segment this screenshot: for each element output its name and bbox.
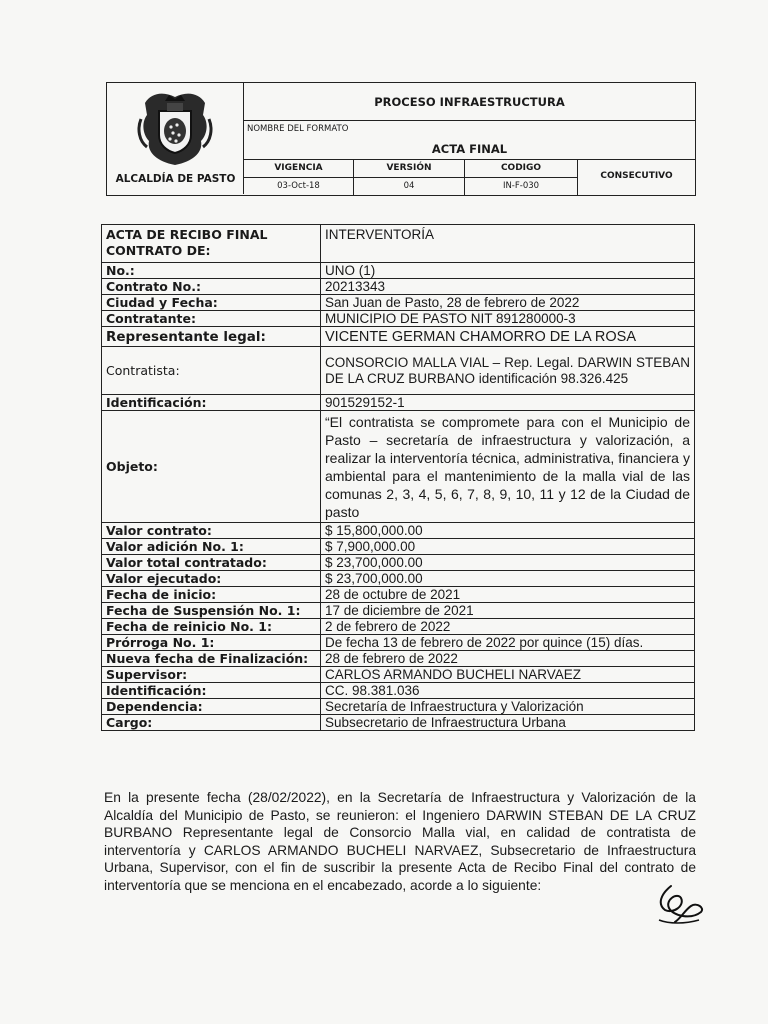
row-value: $ 15,800,000.00 (321, 523, 695, 539)
row-key: Valor adición No. 1: (102, 539, 321, 555)
row-key: Valor total contratado: (102, 555, 321, 571)
row-value: 901529152-1 (321, 395, 695, 411)
table-row (102, 699, 695, 715)
table-row (102, 635, 695, 651)
row-key: Valor contrato: (102, 523, 321, 539)
process-title: PROCESO INFRAESTRUCTURA (244, 83, 695, 121)
document-header (106, 82, 696, 196)
row-value: 20213343 (321, 279, 695, 295)
table-row (102, 715, 695, 731)
table-row (102, 571, 695, 587)
table-row (102, 411, 695, 523)
row-value: 17 de diciembre de 2021 (321, 603, 695, 619)
row-key: Fecha de reinicio No. 1: (102, 619, 321, 635)
vigencia-title: VIGENCIA (274, 163, 323, 173)
org-name: ALCALDÍA DE PASTO (115, 173, 236, 185)
row-key: Representante legal: (102, 327, 321, 347)
row-value: $ 7,900,000.00 (321, 539, 695, 555)
logo-cell (107, 83, 244, 194)
table-row (102, 327, 695, 347)
row-key: Dependencia: (102, 699, 321, 715)
table-row (102, 539, 695, 555)
row-value: 2 de febrero de 2022 (321, 619, 695, 635)
row-key: Objeto: (102, 411, 321, 523)
row-key: Identificación: (102, 683, 321, 699)
table-row (102, 619, 695, 635)
version-title: VERSIÓN (386, 163, 432, 173)
body-paragraph: En la presente fecha (28/02/2022), en la Secretaría de Infraestructura y Valorización de la Alcaldía del Municipio de Pasto, se reunieron: el Ingeniero DARWIN STEBAN DE LA CRUZ BURBANO Representante legal de Consorcio Malla vial, en calidad de contratista de interventoría y CARLOS ARMANDO BUCHELI NARVAEZ, Subsecretario de Infraestructura Urbana, Supervisor, con el fin de suscribir la presente Acta de Recibo Final del contrato de interventoría que se menciona en el encabezado, acorde a lo siguiente: (104, 790, 696, 893)
row-value: MUNICIPIO DE PASTO NIT 891280000-3 (321, 311, 695, 327)
row-key: Fecha de inicio: (102, 587, 321, 603)
vigencia-value: 03-Oct-18 (277, 181, 320, 191)
table-row (102, 311, 695, 327)
table-row (102, 263, 695, 279)
table-title-value: INTERVENTORÍA (321, 225, 695, 263)
table-row (102, 523, 695, 539)
row-key: Cargo: (102, 715, 321, 731)
table-row (102, 225, 695, 263)
format-name: ACTA FINAL (431, 142, 508, 156)
table-row (102, 295, 695, 311)
row-value: “El contratista se compromete para con el Municipio de Pasto – secretaría de infraestructura y valorización, a realizar la interventoría técnica, administrativa, financiera y ambiental para el mantenimiento de la malla vial de las comunas 2, 3, 4, 5, 6, 7, 8, 9, 10, 11 y 12 de la Ciudad de pasto (321, 411, 695, 523)
row-value: Secretaría de Infraestructura y Valorización (321, 699, 695, 715)
signature-initials-icon (651, 880, 707, 928)
format-label: NOMBRE DEL FORMATO (247, 124, 349, 134)
table-row (102, 651, 695, 667)
row-key: Identificación: (102, 395, 321, 411)
row-value: VICENTE GERMAN CHAMORRO DE LA ROSA (321, 327, 695, 347)
row-value: $ 23,700,000.00 (321, 555, 695, 571)
row-key: Contratante: (102, 311, 321, 327)
row-key: Valor ejecutado: (102, 571, 321, 587)
table-row (102, 667, 695, 683)
table-row (102, 279, 695, 295)
meta-row (244, 160, 695, 195)
row-key: No.: (102, 263, 321, 279)
row-key: Supervisor: (102, 667, 321, 683)
row-key: Contrato No.: (102, 279, 321, 295)
table-row (102, 395, 695, 411)
consecutivo-title: CONSECUTIVO (600, 171, 673, 181)
row-value: CARLOS ARMANDO BUCHELI NARVAEZ (321, 667, 695, 683)
contract-table (101, 224, 695, 731)
table-row (102, 683, 695, 699)
row-value: De fecha 13 de febrero de 2022 por quince (15) días. (321, 635, 695, 651)
row-key: Nueva fecha de Finalización: (102, 651, 321, 667)
codigo-cell (465, 160, 578, 195)
version-cell (354, 160, 465, 195)
row-key: Prórroga No. 1: (102, 635, 321, 651)
codigo-value: IN-F-030 (502, 181, 540, 191)
table-row (102, 347, 695, 395)
table-title-key: ACTA DE RECIBO FINAL CONTRATO DE: (102, 225, 321, 263)
row-value: CC. 98.381.036 (321, 683, 695, 699)
format-row (244, 121, 695, 160)
row-key: Contratista: (102, 347, 321, 395)
row-value: CONSORCIO MALLA VIAL – Rep. Legal. DARWIN STEBAN DE LA CRUZ BURBANO identificación 98.326.425 (321, 347, 695, 395)
row-value: $ 23,700,000.00 (321, 571, 695, 587)
row-value: San Juan de Pasto, 28 de febrero de 2022 (321, 295, 695, 311)
row-value: 28 de febrero de 2022 (321, 651, 695, 667)
row-value: Subsecretario de Infraestructura Urbana (321, 715, 695, 731)
row-value: UNO (1) (321, 263, 695, 279)
row-key: Fecha de Suspensión No. 1: (102, 603, 321, 619)
codigo-title: CODIGO (500, 163, 542, 173)
version-value: 04 (403, 181, 415, 191)
row-key: Ciudad y Fecha: (102, 295, 321, 311)
coat-of-arms-icon (137, 89, 213, 167)
row-value: 28 de octubre de 2021 (321, 587, 695, 603)
vigencia-cell (244, 160, 354, 195)
consecutivo-cell (578, 160, 695, 195)
table-row (102, 555, 695, 571)
table-row (102, 603, 695, 619)
table-row (102, 587, 695, 603)
